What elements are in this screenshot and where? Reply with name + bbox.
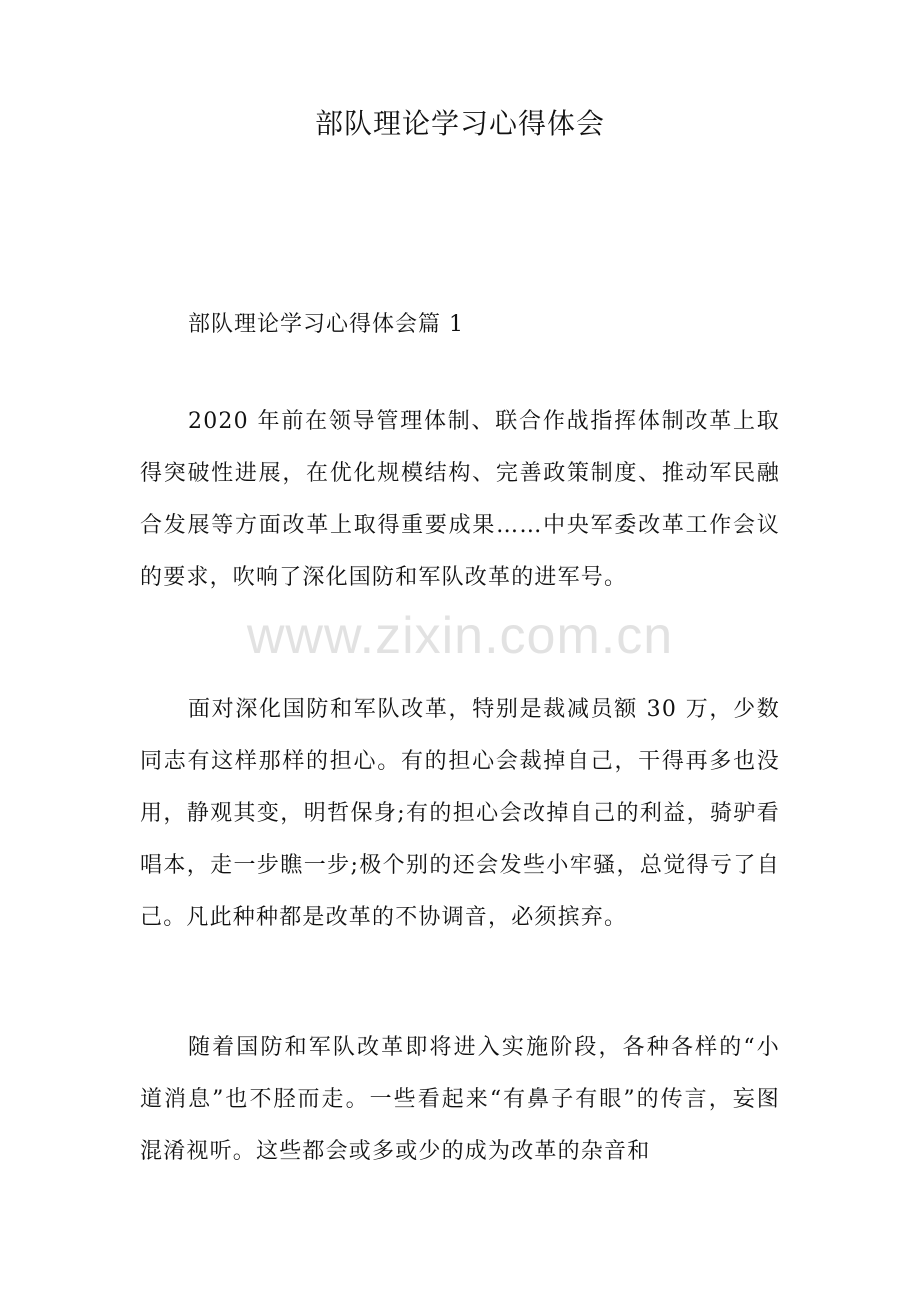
body-paragraph-3: 随着国防和军队改革即将进入实施阶段，各种各样的“小道消息”也不胫而走。一些看起来“有鼻子有眼”的传言，妄图混淆视听。这些都会或多或少的成为改革的杂音和: [140, 1035, 780, 1164]
body-paragraph-1: 2020 年前在领导管理体制、联合作战指挥体制改革上取得突破性进展，在优化规模结构、完善政策制度、推动军民融合发展等方面改革上取得重要成果……中央军委改革工作会议的要求，吹响了深化国防和军队改革的进军号。: [140, 409, 780, 590]
document-title: 部队理论学习心得体会: [314, 107, 605, 140]
body-paragraph-2: 面对深化国防和军队改革，特别是裁减员额 30 万，少数同志有这样那样的担心。有的担心会裁掉自己，干得再多也没用，静观其变，明哲保身;有的担心会改掉自己的利益，骑驴看唱本，走一步瞧一步;极个别的还会发些小牢骚，总觉得亏了自己。凡此种种都是改革的不协调音，必须摈弃。: [140, 697, 780, 930]
site-watermark: www.zixin.com.cn: [246, 607, 674, 665]
section-heading: 部队理论学习心得体会篇 1: [188, 312, 464, 337]
